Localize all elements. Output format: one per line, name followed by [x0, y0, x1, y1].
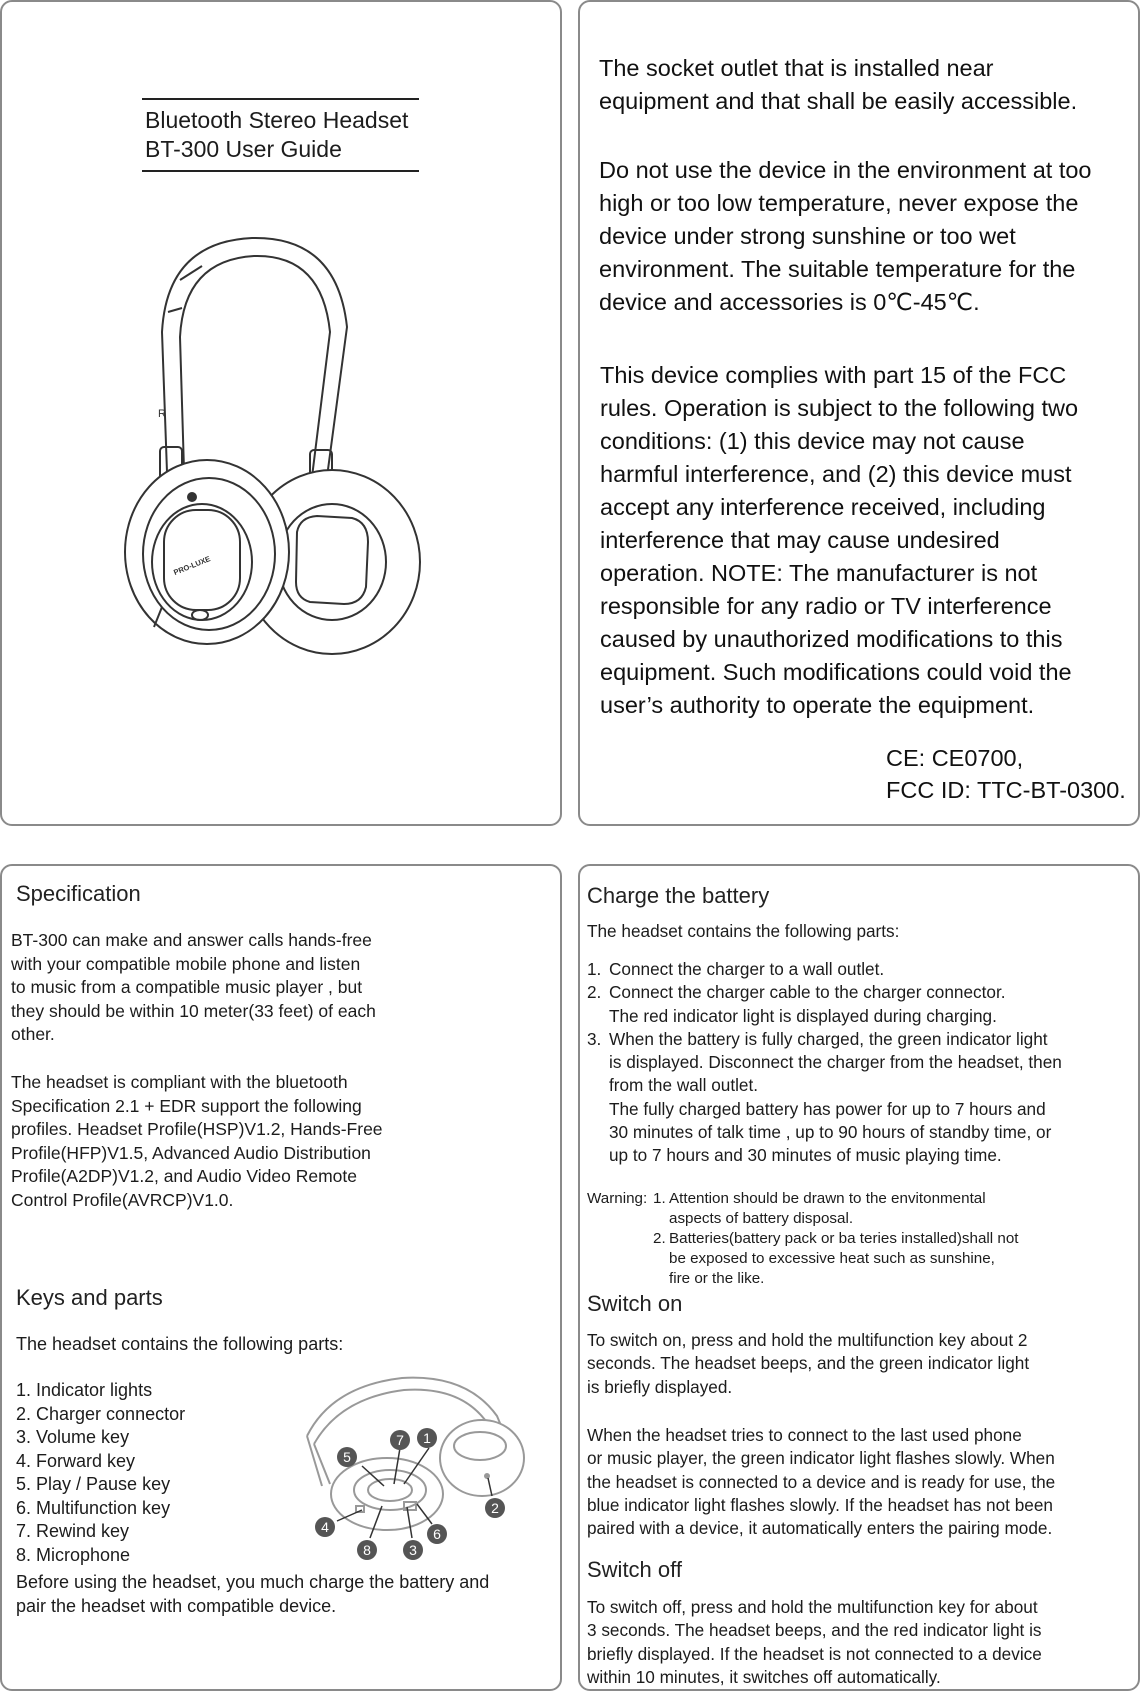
specification-heading: Specification [16, 881, 141, 906]
socket-notice: The socket outlet that is installed near equipment and that shall be easily accessible. [599, 55, 1078, 114]
switch-on-status-lights: When the headset tries to connect to the last used phone or music player, the green indicator light flashes slowly. When the headset is connected to a device and is ready for use, the blue indicator light flashes slowly. If the headset has not been paired with a device, it automatically enters the pairing mode. [587, 1425, 1056, 1539]
step-number: 1. [587, 959, 602, 979]
charge-steps [587, 958, 1139, 1168]
list-item: 8. Microphone [16, 1544, 131, 1565]
svg-text:7: 7 [396, 1432, 404, 1448]
list-item: 1. Indicator lights [16, 1380, 153, 1400]
part-callout-3 [403, 1540, 423, 1560]
list-item: 2. Charger connector [16, 1403, 186, 1424]
keys-footer-note: Before using the headset, you much charge the battery and pair the headset with compatible device. [16, 1572, 490, 1616]
warning-number: 2. [653, 1230, 666, 1247]
charge-heading: Charge the battery [587, 883, 770, 908]
list-item: 5. Play / Pause key [16, 1474, 171, 1494]
step-number: 2. [587, 982, 602, 1003]
keys-heading: Keys and parts [16, 1285, 163, 1310]
earcup-brand: PRO-LUXE [172, 554, 212, 577]
specification-intro: BT-300 can make and answer calls hands-free with your compatible mobile phone and listen to music from a compatible music player , but they should be within 10 meter(33 feet) of each other. [11, 930, 376, 1044]
part-callout-5 [337, 1447, 357, 1467]
svg-text:4: 4 [321, 1519, 329, 1535]
specification-panel [0, 864, 562, 1691]
part-callout-4 [315, 1517, 335, 1537]
svg-text:6: 6 [433, 1526, 441, 1542]
list-item [587, 1028, 1139, 1168]
svg-text:1: 1 [423, 1430, 431, 1446]
switch-on-heading: Switch on [587, 1291, 683, 1316]
list-item: 6. Multifunction key [16, 1497, 171, 1518]
step-text: When the battery is fully charged, the green indicator light is displayed. Disconnect the charger from the headset, then from the wall outlet. The fully charged battery has power for up to 7 hours and 30 minutes of talk time , up to 90 hours of standby time, or up to 7 hours and 30 minutes of music playing time. [609, 1028, 1062, 1166]
warning-label: Warning: [587, 1190, 648, 1207]
list-item: 3. Volume key [16, 1427, 130, 1447]
ce-mark-text: CE: CE0700, [886, 745, 1024, 771]
part-callout-6 [427, 1524, 447, 1544]
switch-on-instructions: To switch on, press and hold the multifunction key about 2 seconds. The headset beeps, and the green indicator light is briefly displayed. [587, 1330, 1030, 1397]
switch-off-heading: Switch off [587, 1557, 682, 1582]
guide-title-line1: Bluetooth Stereo Headset [145, 107, 409, 133]
temperature-notice: Do not use the device in the environment at too high or too low temperature, never expose the device under strong sunshine or too wet environment. The suitable temperature for the device and accessories is 0℃-45℃. [599, 157, 1092, 315]
list-item: 4. Forward key [16, 1450, 136, 1471]
switch-off-instructions: To switch off, press and hold the multifunction key for about 3 seconds. The headset beeps, and the red indicator light is briefly displayed. If the headset is not connected to a device within 10 minutes, it switches off automatically. [587, 1597, 1042, 1687]
list-item [587, 981, 1139, 1028]
svg-text:5: 5 [343, 1449, 351, 1465]
specification-profiles: The headset is compliant with the bluetooth Specification 2.1 + EDR support the following profiles. Headset Profile(HSP)V1.2, Hands-Free Profile(HFP)V1.5, Advanced Audio Distribution Profile(A2DP)V1.2, and Audio Video Remote Control Profile(AVRCP)V1.0. [11, 1072, 383, 1210]
charge-intro: The headset contains the following parts: [587, 921, 900, 941]
fcc-id-text: FCC ID: TTC-BT-0300. [886, 777, 1126, 803]
warning-number: 1. [653, 1190, 666, 1207]
operation-panel [578, 864, 1140, 1691]
parts-diagram [292, 1366, 532, 1566]
fcc-notice: This device complies with part 15 of the FCC rules. Operation is subject to the following two conditions: (1) this device may not cause harmful interference, and (2) this device must accept any interference received, including interference that may cause undesired operation. NOTE: The manufacturer is not responsible for any radio or TV interference caused by unauthorized modifications to this equipment. Such modifications could void the user’s authority to operate the equipment. [600, 362, 1079, 718]
keys-intro: The headset contains the following parts: [16, 1334, 344, 1354]
cover-panel [0, 0, 562, 826]
guide-title-line2: BT-300 User Guide [145, 136, 342, 162]
guide-title [142, 98, 419, 172]
warning-text: Batteries(battery pack or ba teries installed)shall not be exposed to excessive heat such as sunshine, fire or the like. [669, 1230, 1019, 1287]
part-callout-8 [357, 1540, 377, 1560]
step-number: 3. [587, 1028, 602, 1049]
part-callout-1 [417, 1428, 437, 1448]
safety-panel [578, 0, 1140, 826]
parts-list [16, 1379, 185, 1567]
warning-text: Attention should be drawn to the envitonmental aspects of battery disposal. [669, 1190, 986, 1227]
part-callout-7 [390, 1430, 410, 1450]
step-text: Connect the charger cable to the charger connector. The red indicator light is displayed during charging. [609, 982, 1006, 1026]
list-item [587, 958, 1139, 981]
earcup-side-mark: R [158, 408, 166, 420]
headset-illustration [122, 232, 422, 672]
part-callout-2 [485, 1498, 505, 1518]
step-text: Connect the charger to a wall outlet. [609, 959, 885, 979]
list-item: 7. Rewind key [16, 1521, 130, 1541]
svg-text:8: 8 [363, 1542, 371, 1558]
svg-text:2: 2 [491, 1500, 499, 1516]
svg-text:3: 3 [409, 1542, 417, 1558]
